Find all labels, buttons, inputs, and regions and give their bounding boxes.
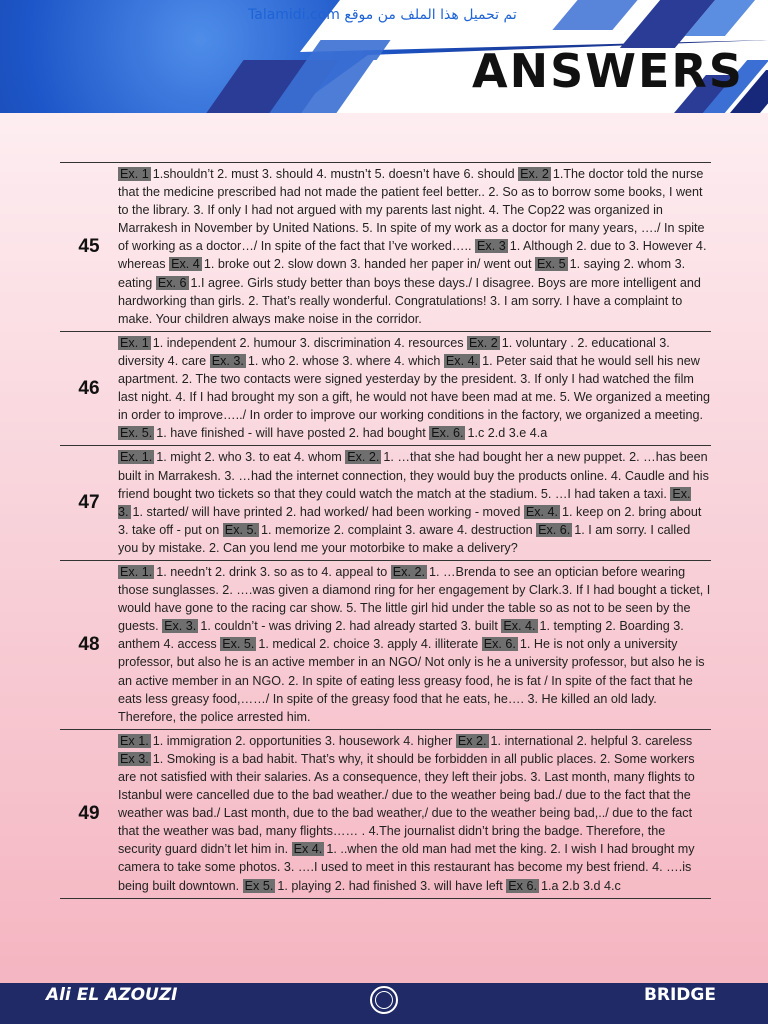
exercise-answers: 1. memorize 2. complaint 3. aware 4. destruction: [261, 522, 533, 537]
exercise-label: Ex. 3.: [211, 353, 244, 368]
exercise-answers: 1. keep on 2. bring about 3. take off - put on: [118, 504, 702, 537]
brand-name: BRIDGE: [643, 985, 716, 1005]
answer-text: [118, 730, 711, 898]
exercise-label: Ex 2.: [457, 733, 487, 748]
answer-section: [60, 162, 711, 331]
exercise-answers: 1. saying 2. whom 3. eating: [118, 257, 686, 290]
exercise-label: Ex. 4.: [525, 504, 559, 519]
answer-text: [118, 446, 711, 560]
author-name: Ali EL AZOUZI: [46, 985, 178, 1005]
exercise-answers: 1. international 2. helpful 3. careless: [490, 733, 693, 748]
exercise-label: Ex 6.: [508, 878, 537, 893]
exercise-answers: 1. broke out 2. slow down 3. handed her paper in/ went out: [203, 257, 532, 272]
exercise-label: Ex 3.: [120, 751, 149, 766]
footer-bar: [0, 983, 768, 1024]
exercise-answers: 1.a 2.b 3.d 4.c: [540, 878, 621, 893]
exercise-label: Ex. 6: [157, 275, 187, 290]
circle-icon: [370, 986, 398, 1014]
answer-section: [60, 331, 711, 446]
exercise-label: Ex. 2: [520, 167, 549, 181]
header-banner: [0, 0, 768, 113]
exercise-label: Ex. 3.: [118, 486, 691, 519]
page-number: 48: [78, 633, 100, 655]
exercise-label: Ex. 4.: [503, 619, 536, 634]
exercise-answers: 1. have finished - will have posted 2. had bought: [156, 426, 426, 441]
exercise-answers: 1. might 2. who 3. to eat 4. whom: [156, 450, 342, 465]
exercise-answers: 1. …that she had bought her a new puppet. 2. …has been built in Marrakesh. 3. …had the internet connection, they would buy the products online. 4. Caudle and his friend bought two tickets so that they could watch the match at the stadium. 5. …I had taken a taxi.: [118, 450, 709, 501]
exercise-label: Ex. 3.: [164, 619, 197, 634]
exercise-label: Ex. 1.: [120, 564, 153, 579]
exercise-label: Ex. 4: [171, 257, 200, 272]
exercise-answers: 1. medical 2. choice 3. apply 4. illiterate: [258, 637, 479, 652]
exercise-answers: 1. Although 2. due to 3. However 4. whereas: [118, 239, 707, 272]
exercise-answers: 1. Smoking is a bad habit. That’s why, it should be forbidden in all public places. 2. Some workers are not satisfied with their salaries. As a consequence, they left their jobs. 3. Last month, many flights to Istanbul were cancelled due to the bad weather./ due to the weather being bad./ due to the fact that the weather was bad./ Last month, due to the bad weather,/ due to the weather being bad,../ due to the fact that the weather was bad, many flights…… . 4.The journalist didn’t bring the badge. Therefore, the security guard didn’t let him in.: [118, 751, 695, 857]
exercise-answers: 1. I am sorry. I called you by mistake. 2. Can you lend me your motorbike to make a delivery?: [118, 522, 691, 555]
exercise-answers: 1. playing 2. had finished 3. will have left: [277, 878, 503, 893]
exercise-answers: 1.c 2.d 3.e 4.a: [467, 426, 548, 441]
exercise-answers: 1.The doctor told the nurse that the medicine prescribed had not made the patient feel better.. 2. So as to borrow some books, I went to the library. 3. If only I had not argued with my parents last night. 4. The Cop22 was organized in Marrakesh in November by United Nations. 5. In spite of my work as a doctor for many years, …./ In spite of working as a doctor…/ In spite of the fact that I’ve worked…..: [118, 167, 705, 254]
exercise-label: Ex 4.: [293, 842, 323, 857]
answer-section: [60, 729, 711, 899]
exercise-label: Ex. 6.: [431, 426, 464, 441]
exercise-label: Ex. 2.: [347, 450, 380, 465]
page-number: 45: [78, 235, 100, 257]
exercise-answers: 1. He is not only a university professor, but also he is an active member in an NGO/ Not only is he a university professor, but also he is an active member in an NGO. 2. In spite of eating less greasy food, he is fat / In spite of the fact that he eats less greasy food,……/ In spite of the greasy food that he eats, he…. 3. He killed an old lady. Therefore, the police arrested him.: [118, 637, 705, 724]
exercise-answers: 1.I agree. Girls study better than boys these days./ I disagree. Boys are more intelligent and hardworking than girls. 2. That’s really wonderful. Congratulations! 3. I am sorry. I have a complaint to make. Your children always make noise in the corridor.: [118, 275, 701, 326]
exercise-answers: 1. …Brenda to see an optician before wearing those sunglasses. 2. ….was given a diamond ring for her engagement by Clark.3. If I had bought a ticket, I would have gone to the racing car show. 5. The little girl hid under the table so as not to be seen by the guests.: [118, 564, 711, 634]
answer-section: [60, 560, 711, 729]
source-watermark: Talamidi.com تم تحميل هذا الملف من موقع: [248, 7, 517, 23]
exercise-label: Ex. 4.: [445, 353, 479, 368]
exercise-label: Ex. 5.: [120, 426, 153, 441]
answer-text: [118, 163, 711, 331]
exercise-answers: 1. Peter said that he would sell his new apartment. 2. The two contacts were signed yesterday by the president. 3. If only I had watched the film last night. 4. If I had brought my son a gift, he would not have been mad at me. 5. We organized a meeting in order to improve…../ In order to improve our working conditions in the factory, we organized a meeting.: [118, 353, 711, 423]
exercise-label: Ex. 5: [536, 257, 566, 272]
exercise-label: Ex. 5.: [222, 637, 255, 652]
exercise-answers: 1. started/ will have printed 2. had worked/ had been working - moved: [132, 504, 521, 519]
exercise-label: Ex. 5.: [224, 522, 257, 537]
page-number: 49: [78, 802, 100, 824]
exercise-answers: 1. tempting 2. Boarding 3. anthem 4. access: [118, 619, 684, 652]
exercise-label: Ex. 3: [477, 239, 506, 254]
exercise-answers: 1.shouldn’t 2. must 3. should 4. mustn’t 5. doesn’t have 6. should: [152, 167, 515, 181]
exercise-label: Ex 5.: [244, 878, 274, 893]
page-number: 47: [78, 492, 100, 514]
exercise-label: Ex. 1.: [120, 450, 153, 465]
exercise-label: Ex. 6.: [538, 522, 571, 537]
answer-text: [118, 561, 711, 729]
exercise-answers: 1. independent 2. humour 3. discrimination 4. resources: [152, 335, 464, 350]
exercise-label: Ex 1.: [120, 733, 149, 748]
answers-table: [60, 162, 711, 899]
page-title: ANSWERS: [472, 44, 744, 98]
exercise-answers: 1. who 2. whose 3. where 4. which: [247, 353, 441, 368]
exercise-label: Ex. 1: [120, 167, 149, 181]
page-number: 46: [78, 377, 100, 399]
exercise-label: Ex. 6.: [483, 637, 516, 652]
exercise-answers: 1. couldn’t - was driving 2. had already started 3. built: [200, 619, 498, 634]
exercise-label: Ex. 1: [120, 335, 149, 350]
exercise-label: Ex. 2.: [392, 564, 425, 579]
answer-section: [60, 445, 711, 560]
exercise-answers: 1. immigration 2. opportunities 3. housework 4. higher: [152, 733, 453, 748]
exercise-answers: 1. needn’t 2. drink 3. so as to 4. appeal to: [156, 564, 388, 579]
exercise-answers: 1. ..when the old man had met the king. 2. I wish I had brought my camera to take some photos. 3. ….I used to meet in this restaurant has become my best friend. 4. ….is being built downtown.: [118, 842, 695, 893]
answer-text: [118, 332, 711, 446]
exercise-answers: 1. voluntary . 2. educational 3. diversity 4. care: [118, 335, 670, 368]
exercise-label: Ex. 2: [469, 335, 498, 350]
